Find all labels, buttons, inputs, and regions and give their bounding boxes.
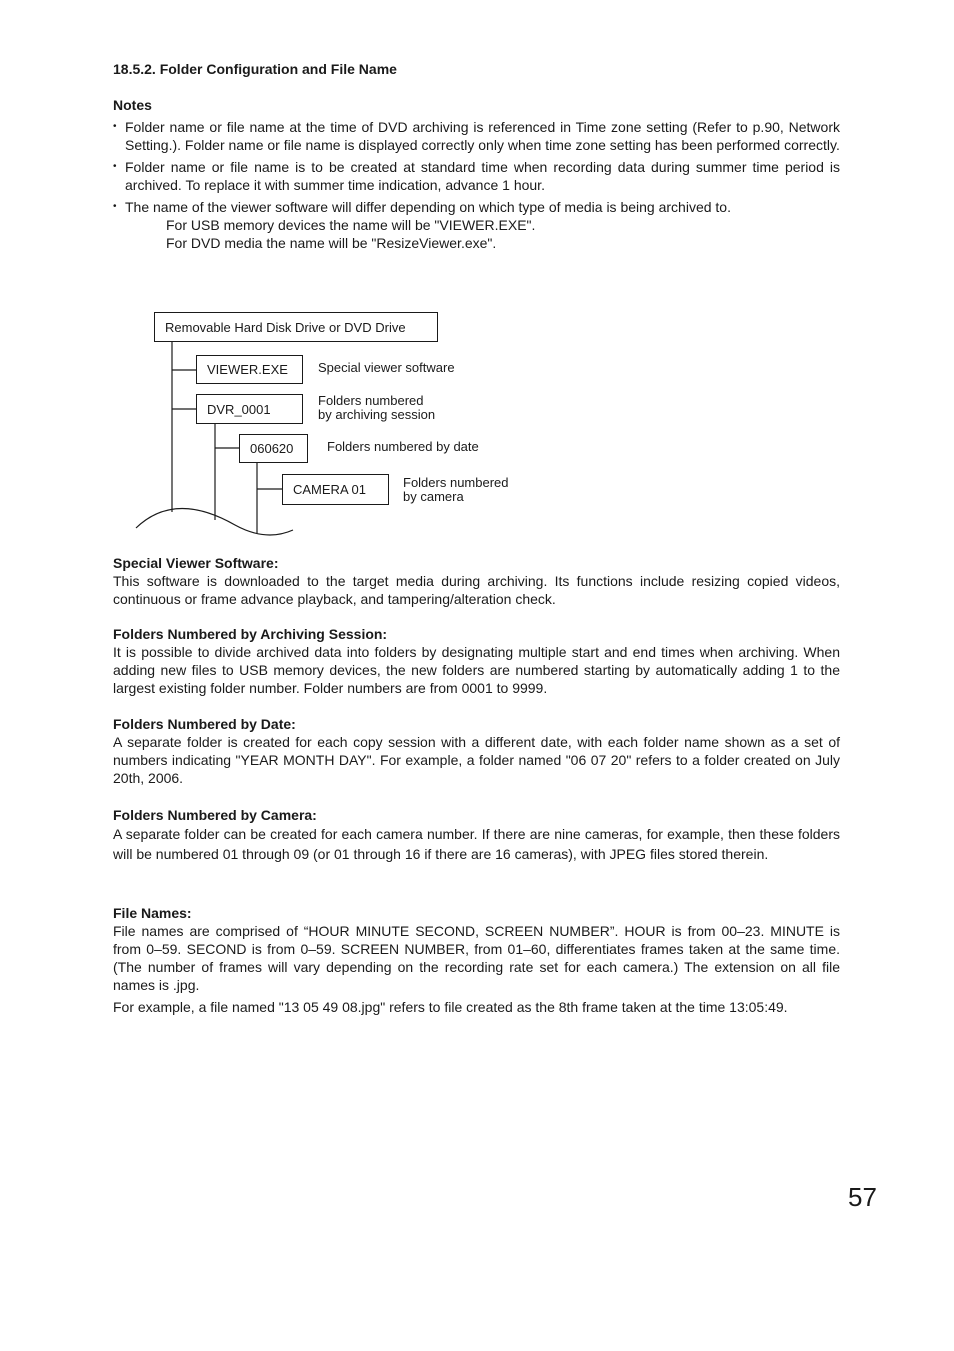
session-desc: Folders numbered by archiving session xyxy=(318,393,436,422)
section-date xyxy=(113,715,840,787)
viewer-desc: Special viewer software xyxy=(318,360,455,375)
date-folder-box: 060620 xyxy=(239,434,308,463)
root-drive-box: Removable Hard Disk Drive or DVD Drive xyxy=(154,312,438,342)
section-heading: Folders Numbered by Archiving Session: xyxy=(113,626,388,642)
note-item: • Folder name or file name is to be created at standard time when recording data during summer time period is archived. To replace it with summer time indication, advance 1 hour. xyxy=(113,158,840,194)
page-number: 57 xyxy=(848,1182,877,1212)
notes-heading: Notes xyxy=(113,97,152,113)
notes-list xyxy=(113,118,840,256)
section-viewer xyxy=(113,554,840,608)
date-desc: Folders numbered by date xyxy=(327,439,479,454)
section-text: It is possible to divide archived data into folders by designating multiple start and end times when archiving. When adding new files to USB memory devices, the new folders are numbered starting by automatically adding 1 to the largest existing folder number. Folder numbers are from 0001 to 9999. xyxy=(113,644,840,696)
note-item: • The name of the viewer software will differ depending on which type of media is being archived to. For USB memory devices the name will be "VIEWER.EXE". For DVD media the name will be "ResizeViewer.exe". xyxy=(113,198,840,252)
session-folder-box: DVR_0001 xyxy=(196,394,303,424)
section-heading: File Names: xyxy=(113,905,192,921)
dvd-viewer-name: For DVD media the name will be "ResizeViewer.exe". xyxy=(166,235,497,251)
section-heading: Special Viewer Software: xyxy=(113,555,279,571)
camera-folder-box: CAMERA 01 xyxy=(282,474,389,505)
camera-desc: Folders numbered by camera xyxy=(403,475,509,504)
section-text: File names are comprised of “HOUR MINUTE SECOND, SCREEN NUMBER”. HOUR is from 00–23. MINUTE is from 0–59. SECOND is from 0–59. SCREEN NUMBER, from 01–60, differentiates frames taken at the same time. (The number of frames will vary depending on the recording rate set for each camera.) The extension on all file names is .jpg. xyxy=(113,923,840,993)
section-heading: Folders Numbered by Date: xyxy=(113,716,296,732)
section-text: A separate folder is created for each copy session with a different date, with each folder name shown as a set of numbers indicating "YEAR MONTH DAY". For example, a folder named "06 07 20" refers to a folder created on July 20th, 2006. xyxy=(113,734,840,786)
section-session xyxy=(113,625,840,697)
note-item: • Folder name or file name at the time of DVD archiving is referenced in Time zone setting (Refer to p.90, Network Setting.). Folder name or file name is displayed correctly only when time zone setting has been performed correctly. xyxy=(113,118,840,154)
section-text: A separate folder can be created for each camera number. If there are nine cameras, for example, then these folders will be numbered 01 through 09 (or 01 through 16 if there are 16 cameras), with JPEG files stored therein. xyxy=(113,826,840,862)
usb-viewer-name: For USB memory devices the name will be "VIEWER.EXE". xyxy=(166,217,536,233)
viewer-file-box: VIEWER.EXE xyxy=(196,355,303,384)
section-files xyxy=(113,904,840,1016)
section-title: 18.5.2. Folder Configuration and File Name xyxy=(113,61,397,77)
section-text: This software is downloaded to the target media during archiving. Its functions include resizing copied videos, continuous or frame advance playback, and tampering/alteration check. xyxy=(113,573,840,607)
section-camera xyxy=(113,806,840,864)
section-heading: Folders Numbered by Camera: xyxy=(113,807,317,823)
file-name-example: For example, a file named "13 05 49 08.jpg" refers to file created as the 8th frame taken at the time 13:05:49. xyxy=(113,999,788,1015)
